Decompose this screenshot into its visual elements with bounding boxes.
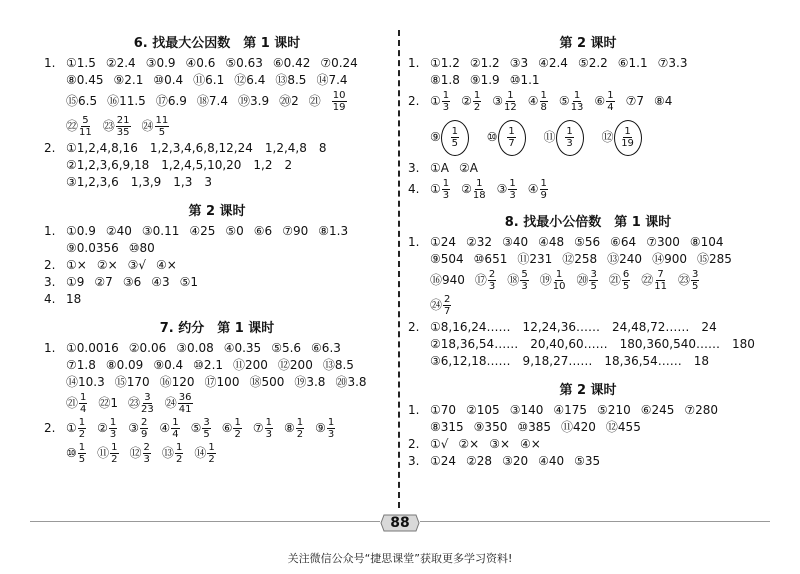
- answer-item: ①1.2: [430, 56, 460, 70]
- answer-item: ⑱ $\frac{5}{3}$: [507, 269, 528, 292]
- answer-item: ⑧0.45: [66, 73, 104, 87]
- fraction: $\frac{1}{4}$: [172, 417, 179, 440]
- fraction: $\frac{1}{3}$: [327, 417, 335, 440]
- answer-item: ④3: [151, 275, 170, 289]
- right-column: [408, 22, 768, 470]
- page-number: 88: [390, 515, 410, 531]
- answer-item: ⑦0.24: [320, 56, 358, 70]
- answer-item: ②A: [458, 161, 478, 175]
- answer-item: ⑮6.5: [66, 94, 98, 108]
- answer-item: ⑤ $\frac{3}{5}$: [190, 417, 210, 440]
- s8b-q1-line1: 1. ①70 ②105 ③140 ④175 ⑤210 ⑥245 ⑦280: [408, 403, 719, 417]
- answer-item: ⑲3.9: [238, 94, 270, 108]
- fraction: $\frac{1}{3}$: [442, 178, 450, 201]
- answer-item: ③6: [122, 275, 142, 289]
- answer-item: ③140: [509, 403, 544, 417]
- answer-item: ⑪420: [561, 420, 596, 434]
- s8-q1-line2: [408, 251, 768, 267]
- fraction: $\frac{3}{5}$: [590, 269, 597, 292]
- answer-item: ① $\frac{1}{3}$: [430, 90, 450, 113]
- answer-item: ⑮170: [114, 375, 150, 389]
- fraction: $\frac{1}{4}$: [607, 90, 614, 113]
- answer-item: ③√: [127, 258, 147, 272]
- answer-item: ④175: [553, 403, 588, 417]
- answer-item: ⑥1.1: [617, 56, 648, 70]
- s6-q1-line1: 1. ①1.5 ②2.4 ③0.9 ④0.6 ⑤0.63 ⑥0.42 ⑦0.24: [44, 56, 358, 70]
- answer-item: ⑤56: [574, 235, 601, 249]
- section-6-lesson2-right-title: 第 2 课时: [559, 36, 617, 51]
- fraction: $\frac{1}{8}$: [540, 90, 547, 113]
- fraction: $\frac{1}{2}$: [208, 442, 215, 465]
- answer-item: ③×: [489, 437, 511, 451]
- answer-item: ⑩651: [473, 252, 508, 266]
- answer-item: ② $\frac{1}{18}$: [461, 178, 486, 201]
- r-q2-line2: [430, 115, 768, 159]
- fraction: $\frac{3}{23}$: [141, 392, 154, 415]
- answer-item: ④0.35: [223, 341, 262, 355]
- answer-item: ①70: [430, 403, 457, 417]
- answer-item: ②×: [458, 437, 480, 451]
- s6b-q3: 3. ①9 ②7 ③6 ④3 ⑤1: [44, 275, 199, 289]
- answer-item: ⑥245: [640, 403, 675, 417]
- answer-item: ⑪6.1: [193, 73, 225, 87]
- fraction: $\frac{1}{2}$: [473, 90, 481, 113]
- answer-item: ⑦300: [646, 235, 680, 249]
- answer-item: ⑪200: [233, 358, 268, 372]
- answer-item: ⑦1.8: [66, 358, 96, 372]
- s6b-q1-line1: 1. ①0.9 ②40 ③0.11 ④25 ⑤0 ⑥6 ⑦90 ⑧1.3: [44, 224, 349, 238]
- answer-item: ⑲ $\frac{1}{10}$: [539, 269, 566, 292]
- answer-item: ⑳3.8: [335, 375, 367, 389]
- answer-item: ⑩0.4: [153, 73, 184, 87]
- answer-item: ⑫ $\frac{2}{3}$: [129, 442, 150, 465]
- answer-item: ①9: [66, 275, 85, 289]
- answer-item: ③0.11: [141, 224, 180, 238]
- answer-item: ①A: [430, 161, 449, 175]
- answer-item: ①24: [430, 454, 457, 468]
- fraction: $\frac{2}{7}$: [444, 294, 451, 317]
- answer-item: ⑦ $\frac{1}{3}$: [252, 417, 272, 440]
- answer-item: ㉓ $\frac{3}{23}$: [128, 392, 154, 415]
- s6-q1-line3: [44, 90, 390, 113]
- answer-item: ②40: [105, 224, 132, 238]
- fraction: $\frac{3}{5}$: [691, 269, 699, 292]
- column-divider: [398, 30, 400, 508]
- answer-item: ⑥64: [610, 235, 637, 249]
- answer-item: ⑨ $\frac{1}{3}$: [315, 417, 335, 440]
- fraction: $\frac{21}{35}$: [116, 115, 130, 138]
- s7-q1-line4: [44, 392, 390, 415]
- answer-item: ㉔ $\frac{11}{5}$: [141, 115, 169, 138]
- circled-answer: ⑨ $\frac{1}{5}$: [430, 115, 469, 159]
- answer-item: ③0.9: [145, 56, 176, 70]
- answer-item: ㉑ $\frac{1}{4}$: [66, 392, 87, 415]
- answer-item: ⑩385: [517, 420, 552, 434]
- answer-item: ④48: [538, 235, 565, 249]
- answer-item: ①0.0016: [66, 341, 119, 355]
- answer-item: ⑨2.1: [113, 73, 144, 87]
- answer-item: ⑰100: [204, 375, 240, 389]
- s6b-q4: 4. 18: [44, 292, 82, 306]
- answer-item: ⑦280: [684, 403, 719, 417]
- answer-item: ⑭900: [652, 252, 687, 266]
- answer-item: ㉒1: [98, 396, 119, 410]
- answer-item: ⑯11.5: [107, 94, 146, 108]
- answer-item: ①√: [430, 437, 449, 451]
- answer-item: ⑲3.8: [294, 375, 326, 389]
- s8-q1-line3: [408, 269, 768, 292]
- fraction: $\frac{1}{3}$: [566, 126, 573, 149]
- answer-item: ③20: [502, 454, 529, 468]
- r-q4: 4. ① $\frac{1}{3}$ ② $\frac{1}{18}$ ③ $\frac{1}{3}$ ④ $\frac{1}{9}$: [408, 178, 547, 201]
- answer-item: ③0.08: [176, 341, 214, 355]
- answer-item: ⑰6.9: [155, 94, 187, 108]
- answer-item: ①1.5: [66, 56, 96, 70]
- answer-item: ②1.2: [469, 56, 500, 70]
- answer-item: ⑱500: [249, 375, 285, 389]
- answer-item: ⑳2: [279, 94, 299, 108]
- fraction: $\frac{1}{13}$: [570, 90, 584, 113]
- fraction: $\frac{1}{7}$: [508, 126, 515, 149]
- answer-item: ③40: [502, 235, 529, 249]
- answer-item: ⑨0.4: [153, 358, 184, 372]
- section-7-title: 7. 约分 第 1 课时: [159, 321, 275, 336]
- footer-text: 关注微信公众号“捷思课堂”获取更多学习资料!: [287, 552, 513, 565]
- answer-item: ⑤0.63: [225, 56, 263, 70]
- answer-item: ⑫455: [605, 420, 641, 434]
- answer-item: ① $\frac{1}{3}$: [430, 178, 450, 201]
- answer-item: ④ $\frac{1}{8}$: [527, 90, 547, 113]
- answer-item: ⑤1: [179, 275, 199, 289]
- s6-q2-line3: ③1,2,3,6 1,3,9 1,3 3: [66, 175, 212, 189]
- fraction: $\frac{1}{3}$: [265, 417, 272, 440]
- answer-item: ②105: [466, 403, 500, 417]
- fraction: $\frac{1}{5}$: [78, 442, 86, 465]
- answer-item: ③3: [509, 56, 529, 70]
- fraction: $\frac{1}{19}$: [621, 126, 634, 149]
- answer-item: ④2.4: [538, 56, 568, 70]
- answer-item: ④×: [520, 437, 541, 451]
- answer-item: ⑤35: [574, 454, 601, 468]
- answer-item: ⑧104: [689, 235, 724, 249]
- fraction: $\frac{1}{3}$: [109, 417, 117, 440]
- answer-item: ⑳ $\frac{3}{5}$: [576, 269, 597, 292]
- fraction: $\frac{10}{19}$: [332, 90, 346, 113]
- answer-item: ⑮285: [696, 252, 732, 266]
- fraction: $\frac{1}{2}$: [175, 442, 183, 465]
- answer-item: ⑬8.5: [275, 73, 307, 87]
- fraction: $\frac{2}{3}$: [143, 442, 150, 465]
- answer-item: ⑨0.0356: [66, 241, 119, 255]
- section-8-title: 8. 找最小公倍数 第 1 课时: [504, 215, 672, 230]
- answer-item: ⑬ $\frac{1}{2}$: [161, 442, 183, 465]
- s8-q1-line4: ㉔ $\frac{2}{7}$: [430, 294, 451, 317]
- answer-item: ③ $\frac{1}{12}$: [492, 90, 517, 113]
- answer-item: ⑥0.42: [272, 56, 311, 70]
- fraction: $\frac{1}{3}$: [442, 90, 450, 113]
- fraction: $\frac{11}{5}$: [155, 115, 169, 138]
- s6-q1-line4: [44, 115, 390, 138]
- fraction: $\frac{2}{3}$: [488, 269, 496, 292]
- answer-item: ⑫258: [562, 252, 598, 266]
- r-q1-line1: 1. ①1.2 ②1.2 ③3 ④2.4 ⑤2.2 ⑥1.1 ⑦3.3: [408, 56, 688, 70]
- left-column: [44, 22, 390, 467]
- answer-item: ④ $\frac{1}{9}$: [527, 178, 547, 201]
- answer-item: ⑧315: [430, 420, 464, 434]
- s7-q2-line1: 2. ① $\frac{1}{2}$ ② $\frac{1}{3}$ ③ $\frac{2}{9}$ ④ $\frac{1}{4}$ ⑤ $\frac{3}{5}$ ⑥ $\frac{1}{2}$ ⑦ $\frac{1}{3}$ ⑧ $\frac{1}{2}$ ⑨ $\frac{1}{3}$: [44, 417, 335, 440]
- answer-item: ⑥ $\frac{1}{2}$: [221, 417, 241, 440]
- answer-item: ⑯120: [159, 375, 195, 389]
- answer-item: ⑯940: [430, 273, 465, 287]
- answer-item: ⑥6: [253, 224, 273, 238]
- fraction: $\frac{1}{3}$: [509, 178, 516, 201]
- s8b-q2: 2. ①√ ②× ③× ④×: [408, 437, 541, 451]
- answer-item: ⑧1.3: [318, 224, 349, 238]
- s8-q2-line2: ②18,36,54…… 20,40,60…… 180,360,540…… 180: [430, 337, 755, 351]
- answer-item: ⑧4: [653, 94, 673, 108]
- s6-q1-line2: [44, 72, 390, 88]
- s8b-q1-line2: [408, 419, 768, 435]
- s8-q1-line1: 1. ①24 ②32 ③40 ④48 ⑤56 ⑥64 ⑦300 ⑧104: [408, 235, 724, 249]
- answer-item: ②×: [96, 258, 118, 272]
- fraction: $\frac{36}{41}$: [178, 392, 192, 415]
- answer-item: ⑧1.8: [430, 73, 460, 87]
- answer-item: ⑧0.09: [105, 358, 144, 372]
- answer-item: ③ $\frac{1}{3}$: [496, 178, 516, 201]
- fraction: $\frac{1}{18}$: [472, 178, 486, 201]
- answer-item: ⑥6.3: [311, 341, 341, 355]
- fraction: $\frac{6}{5}$: [622, 269, 630, 292]
- answer-item: ① $\frac{1}{2}$: [66, 417, 86, 440]
- answer-item: ⑤0: [225, 224, 244, 238]
- answer-item: ㉑: [308, 94, 321, 108]
- s8-q2-line3: ③6,12,18…… 9,18,27…… 18,36,54…… 18: [430, 354, 710, 368]
- fraction: $\frac{1}{10}$: [552, 269, 566, 292]
- fraction: $\frac{7}{11}$: [654, 269, 667, 292]
- s7-q1-line1: 1. ①0.0016 ②0.06 ③0.08 ④0.35 ⑤5.6 ⑥6.3: [44, 341, 341, 355]
- answer-item: ①24: [430, 235, 457, 249]
- fraction: $\frac{3}{5}$: [203, 417, 210, 440]
- s7-q2-line2: [44, 442, 390, 465]
- answer-item: ⑤2.2: [577, 56, 608, 70]
- s8-q2-line1: 2. ①8,16,24…… 12,24,36…… 24,48,72…… 24: [408, 320, 717, 334]
- answer-item: ㉒ $\frac{5}{11}$: [66, 115, 92, 138]
- answer-item: ⑥ $\frac{1}{4}$: [594, 90, 614, 113]
- s7-q1-line2: [44, 357, 390, 373]
- answer-item: ⑰ $\frac{2}{3}$: [474, 269, 496, 292]
- s6b-q1-line2: [44, 240, 390, 256]
- answer-item: ⑧ $\frac{1}{2}$: [283, 417, 304, 440]
- circled-answer: ⑪ $\frac{1}{3}$: [544, 115, 584, 159]
- answer-item: ⑱7.4: [196, 94, 229, 108]
- answer-item: ③ $\frac{2}{9}$: [128, 417, 148, 440]
- answer-item: ②32: [466, 235, 493, 249]
- s6-q2-line2: ②1,2,3,6,9,18 1,2,4,5,10,20 1,2 2: [66, 158, 293, 172]
- circled-answer: ⑫ $\frac{1}{19}$: [602, 115, 642, 159]
- fraction: $\frac{1}{9}$: [540, 178, 547, 201]
- answer-item: ⑦90: [282, 224, 309, 238]
- answer-item: ㉔ $\frac{36}{41}$: [164, 392, 192, 415]
- answer-item: ②2.4: [105, 56, 136, 70]
- answer-item: ②28: [466, 454, 493, 468]
- answer-item: ①×: [66, 258, 87, 272]
- s8b-q3: 3. ①24 ②28 ③20 ④40 ⑤35: [408, 454, 601, 468]
- answer-item: ⑬240: [607, 252, 643, 266]
- answer-item: ⑭7.4: [316, 73, 348, 87]
- answer-item: ④×: [156, 258, 177, 272]
- answer-item: ⑫6.4: [234, 73, 266, 87]
- fraction: $\frac{1}{5}$: [451, 126, 458, 149]
- answer-item: ㉓ $\frac{21}{35}$: [102, 115, 130, 138]
- answer-item: ⑭ $\frac{1}{2}$: [194, 442, 215, 465]
- answer-item: ④40: [538, 454, 565, 468]
- answer-item: ②0.06: [128, 341, 167, 355]
- s6-q2-line1: 2. ①1,2,4,8,16 1,2,3,4,6,8,12,24 1,2,4,8 8: [44, 141, 327, 155]
- answer-item: ⑨1.9: [469, 73, 500, 87]
- section-8-lesson2-title: 第 2 课时: [559, 383, 617, 398]
- r-q1-line2: [408, 72, 768, 88]
- fraction: $\frac{2}{9}$: [141, 417, 148, 440]
- answer-item: ⑩ $\frac{1}{5}$: [66, 442, 86, 465]
- fraction: $\frac{1}{12}$: [504, 90, 517, 113]
- answer-item: ⑩80: [128, 241, 155, 255]
- answer-item: ⑨504: [430, 252, 464, 266]
- section-6-lesson2-title: 第 2 课时: [188, 204, 246, 219]
- answer-item: ⑩1.1: [509, 73, 540, 87]
- r-q2-line1: 2. ① $\frac{1}{3}$ ② $\frac{1}{2}$ ③ $\frac{1}{12}$ ④ $\frac{1}{8}$ ⑤ $\frac{1}{13}$ ⑥ $\frac{1}{4}$ ⑦7 ⑧4: [408, 90, 673, 113]
- answer-item: ⑤5.6: [271, 341, 302, 355]
- s6b-q2: 2. ①× ②× ③√ ④×: [44, 258, 177, 272]
- answer-item: ㉑ $\frac{6}{5}$: [608, 269, 630, 292]
- answer-item: ⑤ $\frac{1}{13}$: [558, 90, 584, 113]
- page-number-badge: [380, 512, 420, 534]
- circled-answer: ⑩ $\frac{1}{7}$: [487, 115, 526, 159]
- answer-item: ⑦3.3: [657, 56, 688, 70]
- r-q3: 3. ①A ②A: [408, 161, 478, 175]
- answer-item: ② $\frac{1}{3}$: [97, 417, 117, 440]
- answer-item: ④0.6: [185, 56, 216, 70]
- fraction: $\frac{1}{2}$: [234, 417, 241, 440]
- fraction: $\frac{5}{3}$: [521, 269, 528, 292]
- answer-item: ⑫200: [277, 358, 313, 372]
- answer-item: ② $\frac{1}{2}$: [461, 90, 481, 113]
- answer-item: ⑭10.3: [66, 375, 105, 389]
- answer-item: ⑩2.1: [193, 358, 224, 372]
- answer-item: ⑦7: [625, 94, 644, 108]
- s7-q1-line3: [44, 374, 390, 390]
- fraction: $\frac{5}{11}$: [79, 115, 92, 138]
- answer-item: ⑤210: [597, 403, 631, 417]
- answer-item: ①0.9: [66, 224, 96, 238]
- answer-item: ㉓ $\frac{3}{5}$: [677, 269, 699, 292]
- answer-item: ㉒ $\frac{7}{11}$: [641, 269, 667, 292]
- answer-item: ⑪231: [517, 252, 553, 266]
- fraction: $\frac{1}{2}$: [78, 417, 86, 440]
- answer-item: ②7: [94, 275, 113, 289]
- fraction: $\frac{1}{2}$: [111, 442, 118, 465]
- answer-item: ④ $\frac{1}{4}$: [159, 417, 179, 440]
- fraction: $\frac{1}{4}$: [80, 392, 87, 415]
- answer-item: ⑪ $\frac{1}{2}$: [97, 442, 118, 465]
- fraction: $\frac{1}{2}$: [296, 417, 304, 440]
- section-6-title: 6. 找最大公因数 第 1 课时: [133, 36, 301, 51]
- answer-item: ⑨350: [473, 420, 508, 434]
- answer-item: ⑬8.5: [322, 358, 354, 372]
- answer-item: ④25: [189, 224, 216, 238]
